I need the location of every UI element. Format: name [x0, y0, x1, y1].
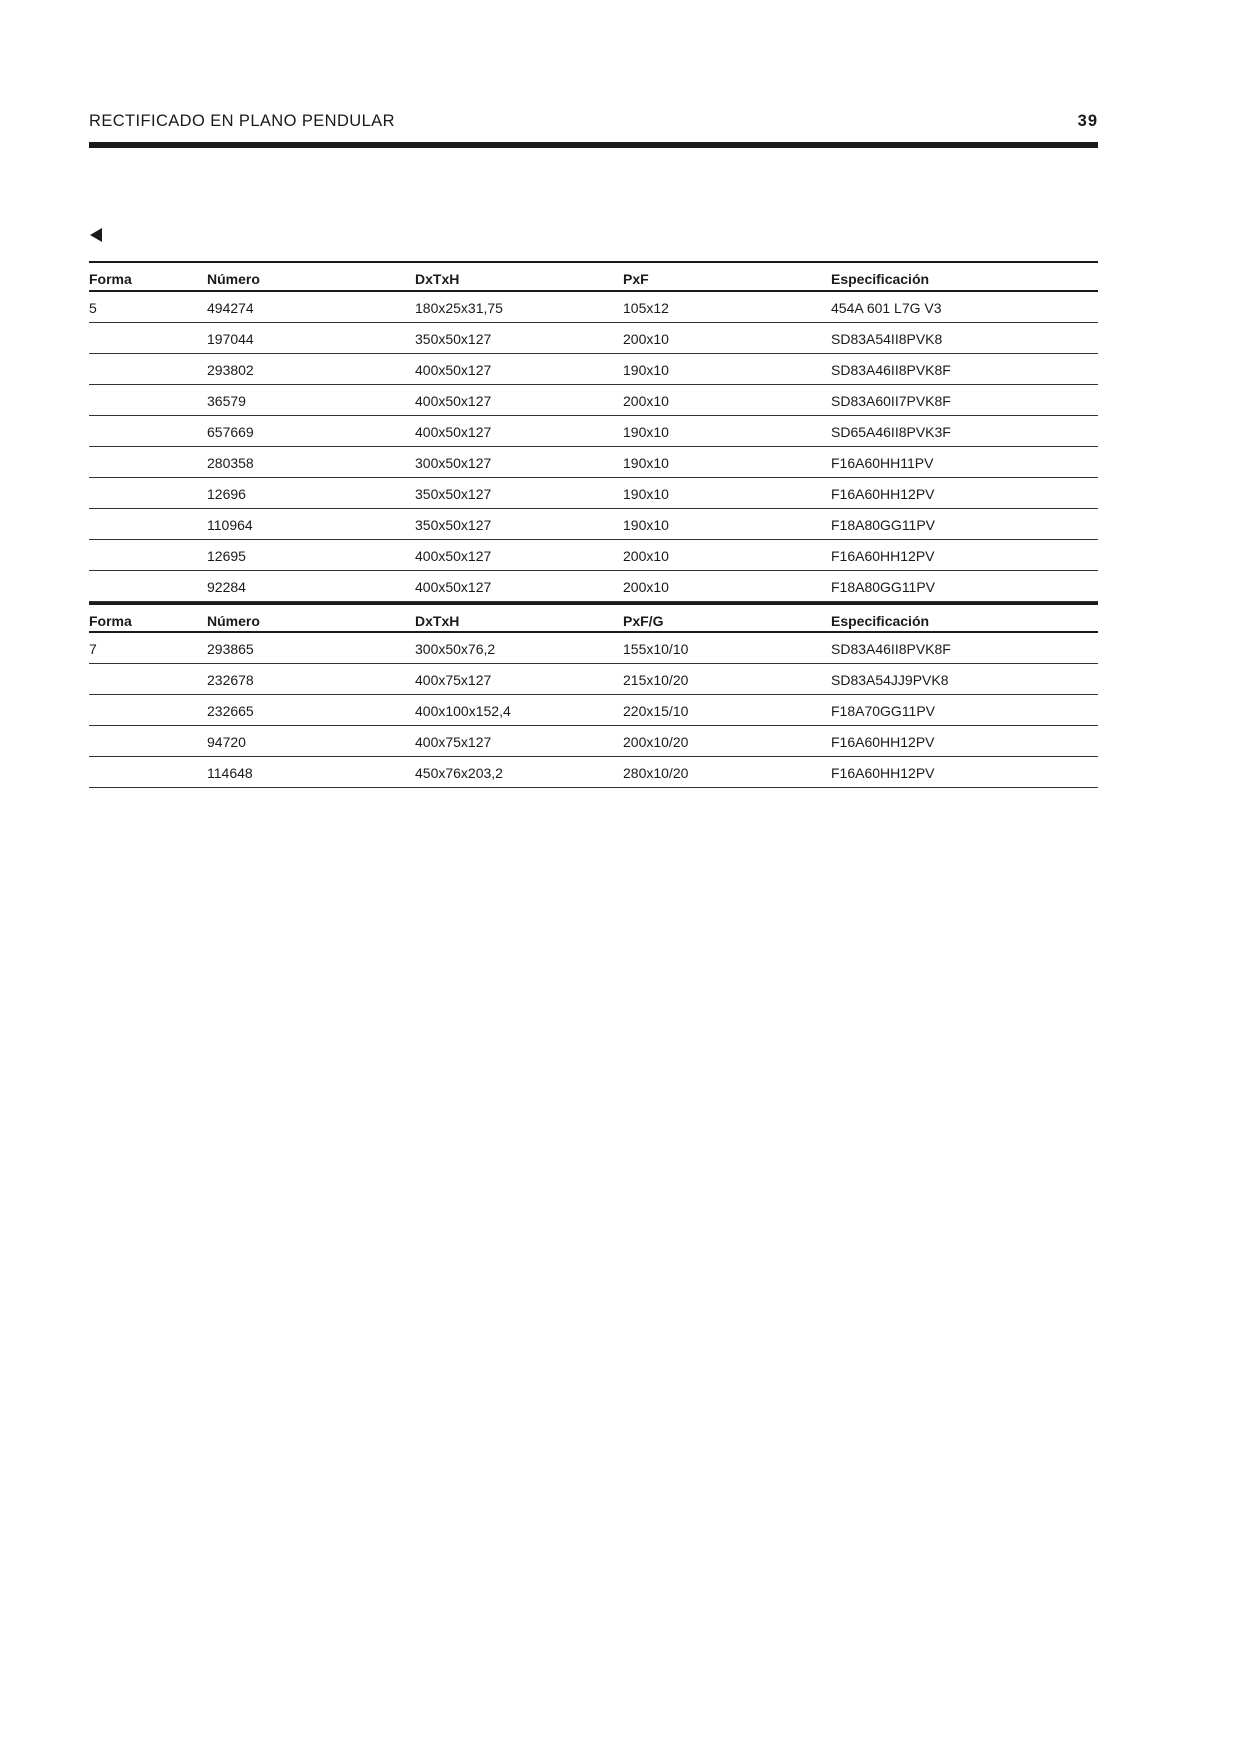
cell-numero: 114648	[207, 765, 253, 781]
cell-especificacion: 454A 601 L7G V3	[831, 300, 942, 316]
cell-numero: 293802	[207, 362, 254, 378]
cell-pxf: 105x12	[623, 300, 669, 316]
cell-numero: 657669	[207, 424, 254, 440]
cell-pxf: 215x10/20	[623, 672, 689, 688]
cell-dxtxh: 180x25x31,75	[415, 300, 503, 316]
table-row	[89, 416, 1098, 447]
cell-numero: 12696	[207, 486, 246, 502]
table-row	[89, 292, 1098, 323]
table-row	[89, 478, 1098, 509]
cell-pxf: 190x10	[623, 517, 669, 533]
cell-pxf: 200x10	[623, 579, 669, 595]
column-header-especificacion: Especificación	[831, 613, 930, 629]
table-row	[89, 323, 1098, 354]
spec-table	[89, 261, 1098, 788]
table-row	[89, 695, 1098, 726]
cell-dxtxh: 400x50x127	[415, 393, 492, 409]
cell-numero: 92284	[207, 579, 246, 595]
cell-dxtxh: 400x100x152,4	[415, 703, 511, 719]
cell-numero: 110964	[207, 517, 253, 533]
page-number: 39	[1077, 112, 1098, 130]
cell-especificacion: F18A70GG11PV	[831, 703, 936, 719]
column-header-forma: Forma	[89, 613, 132, 629]
cell-especificacion: SD83A54JJ9PVK8	[831, 672, 949, 688]
cell-numero: 280358	[207, 455, 254, 471]
cell-dxtxh: 300x50x127	[415, 455, 492, 471]
table-row	[89, 633, 1098, 664]
table-row	[89, 509, 1098, 540]
page-header	[89, 112, 1098, 138]
column-header-dxtxh: DxTxH	[415, 271, 460, 287]
column-header-pxf: PxF/G	[623, 613, 664, 629]
cell-especificacion: F16A60HH12PV	[831, 734, 935, 750]
cell-pxf: 200x10	[623, 548, 669, 564]
column-header-numero: Número	[207, 613, 260, 629]
column-header-especificacion: Especificación	[831, 271, 930, 287]
table-row	[89, 447, 1098, 478]
cell-dxtxh: 400x75x127	[415, 672, 492, 688]
table-header-row	[89, 261, 1098, 292]
table-row	[89, 726, 1098, 757]
table-row	[89, 385, 1098, 416]
column-header-pxf: PxF	[623, 271, 649, 287]
cell-numero: 494274	[207, 300, 254, 316]
cell-especificacion: SD83A60II7PVK8F	[831, 393, 951, 409]
cell-pxf: 155x10/10	[623, 641, 689, 657]
cell-numero: 232665	[207, 703, 254, 719]
table-row	[89, 354, 1098, 385]
cell-dxtxh: 350x50x127	[415, 486, 492, 502]
cell-dxtxh: 350x50x127	[415, 517, 492, 533]
cell-numero: 94720	[207, 734, 246, 750]
cell-pxf: 200x10	[623, 393, 669, 409]
column-header-numero: Número	[207, 271, 260, 287]
cell-especificacion: F16A60HH11PV	[831, 455, 934, 471]
cell-numero: 12695	[207, 548, 246, 564]
column-header-dxtxh: DxTxH	[415, 613, 460, 629]
cell-pxf: 220x15/10	[623, 703, 689, 719]
cell-dxtxh: 400x50x127	[415, 362, 492, 378]
cell-dxtxh: 450x76x203,2	[415, 765, 503, 781]
cell-pxf: 280x10/20	[623, 765, 689, 781]
table-row	[89, 571, 1098, 602]
cell-pxf: 190x10	[623, 424, 669, 440]
cell-dxtxh: 400x50x127	[415, 548, 492, 564]
cell-dxtxh: 300x50x76,2	[415, 641, 496, 657]
cell-dxtxh: 350x50x127	[415, 331, 492, 347]
cell-forma: 5	[89, 300, 97, 316]
cell-especificacion: SD65A46II8PVK3F	[831, 424, 951, 440]
cell-pxf: 190x10	[623, 455, 669, 471]
cell-dxtxh: 400x75x127	[415, 734, 492, 750]
back-arrow-icon[interactable]	[90, 228, 102, 242]
cell-numero: 293865	[207, 641, 254, 657]
cell-especificacion: F18A80GG11PV	[831, 517, 936, 533]
cell-numero: 232678	[207, 672, 254, 688]
table-row	[89, 540, 1098, 571]
cell-pxf: 190x10	[623, 362, 669, 378]
cell-numero: 197044	[207, 331, 254, 347]
cell-dxtxh: 400x50x127	[415, 579, 492, 595]
cell-especificacion: F16A60HH12PV	[831, 486, 935, 502]
column-header-forma: Forma	[89, 271, 132, 287]
cell-pxf: 190x10	[623, 486, 669, 502]
table-row	[89, 664, 1098, 695]
table-row	[89, 757, 1098, 788]
cell-numero: 36579	[207, 393, 246, 409]
cell-pxf: 200x10/20	[623, 734, 689, 750]
cell-especificacion: SD83A46II8PVK8F	[831, 641, 951, 657]
table-header-row	[89, 602, 1098, 633]
cell-pxf: 200x10	[623, 331, 669, 347]
cell-forma: 7	[89, 641, 97, 657]
cell-especificacion: F18A80GG11PV	[831, 579, 936, 595]
header-rule	[89, 142, 1098, 148]
cell-especificacion: SD83A46II8PVK8F	[831, 362, 951, 378]
cell-especificacion: F16A60HH12PV	[831, 765, 935, 781]
header-title: RECTIFICADO EN PLANO PENDULAR	[89, 112, 395, 130]
cell-especificacion: SD83A54II8PVK8	[831, 331, 943, 347]
cell-especificacion: F16A60HH12PV	[831, 548, 935, 564]
cell-dxtxh: 400x50x127	[415, 424, 492, 440]
